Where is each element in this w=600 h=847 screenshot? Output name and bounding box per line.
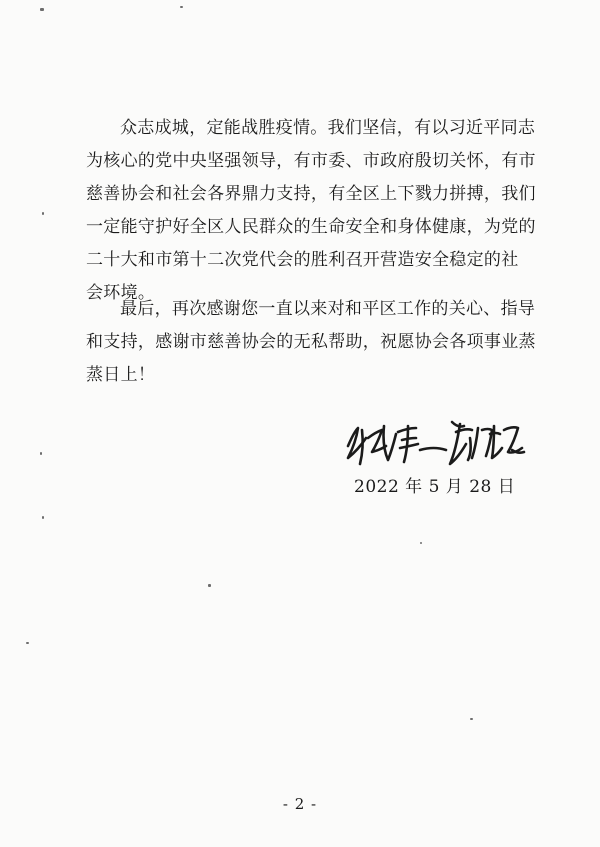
scan-speck — [420, 542, 422, 544]
paragraph-line: 蒸日上！ — [86, 365, 156, 385]
scan-speck — [470, 718, 473, 720]
paragraph-line: 众志成城，定能战胜疫情。我们坚信，有以习近平同志 — [120, 118, 536, 138]
letter-date: 2022 年 5 月 28 日 — [354, 477, 516, 497]
paragraph-line: 最后，再次感谢您一直以来对和平区工作的关心、指导 — [120, 299, 536, 319]
body-paragraph-2 — [86, 293, 536, 392]
paragraph-line: 和支持，感谢市慈善协会的无私帮助，祝愿协会各项事业蒸 — [86, 332, 536, 352]
paragraph-line: 二十大和市第十二次党代会的胜利召开营造安全稳定的社 — [86, 250, 519, 270]
body-paragraph-1 — [86, 112, 536, 310]
scan-speck — [40, 452, 42, 455]
paragraph-line: 会环境。 — [86, 283, 156, 303]
page-number: - 2 - — [282, 795, 318, 813]
scan-speck — [180, 6, 183, 8]
scan-speck — [208, 584, 211, 587]
scan-speck — [42, 212, 44, 215]
paragraph-line: 一定能守护好全区人民群众的生命安全和身体健康，为党的 — [86, 217, 536, 237]
scan-speck — [40, 8, 44, 11]
scan-speck — [26, 642, 29, 644]
paragraph-line: 慈善协会和社会各界鼎力支持，有全区上下戮力拼搏，我们 — [86, 184, 536, 204]
scan-speck — [42, 516, 44, 519]
paragraph-line: 为核心的党中央坚强领导，有市委、市政府殷切关怀，有市 — [86, 151, 536, 171]
handwritten-signature — [340, 410, 530, 480]
